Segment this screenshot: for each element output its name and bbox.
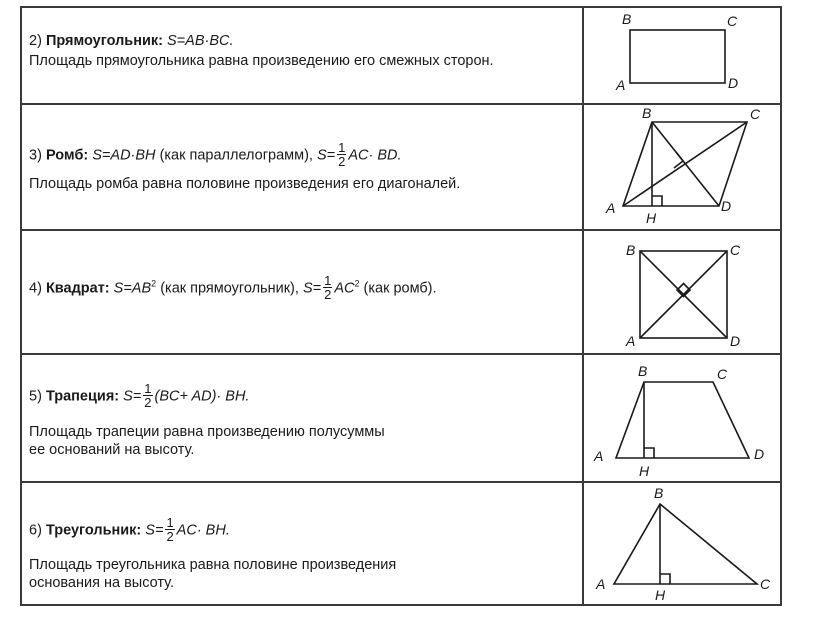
vertex-label-b: B xyxy=(622,11,632,27)
triangle-formula-line xyxy=(29,517,230,544)
rectangle-shape xyxy=(630,30,725,83)
text-cell xyxy=(22,105,584,229)
row-number: 6) xyxy=(29,522,42,539)
vertex-label-d: D xyxy=(721,198,732,214)
figure-cell xyxy=(584,355,780,481)
area-formula-right: (BC+ AD)· BH. xyxy=(154,388,250,405)
area-formula: S=AB·BC. xyxy=(167,33,234,49)
vertex-label-h: H xyxy=(639,463,650,479)
area-formula-2-right: AC· BD. xyxy=(348,147,402,164)
area-formula-2-left: S= xyxy=(316,147,336,164)
fraction-one-half: $\frac{1}{2}$ xyxy=(166,515,174,544)
shape-name: Прямоугольник: xyxy=(45,33,163,49)
vertex-label-c: C xyxy=(730,242,741,258)
vertex-label-b: B xyxy=(654,485,664,501)
triangle-description-2: основания на высоту. xyxy=(29,575,174,591)
vertex-label-d: D xyxy=(728,75,739,91)
rectangle-figure xyxy=(584,8,780,105)
fraction-one-half: $\frac{1}{2}$ xyxy=(324,273,332,302)
formula-note-1: (как прямоугольник), xyxy=(160,280,299,297)
table-row-square xyxy=(22,231,780,355)
formula-note: (как параллелограмм), xyxy=(159,147,313,164)
row-number: 5) xyxy=(29,388,42,405)
rectangle-formula-line xyxy=(29,32,234,50)
right-angle-mark xyxy=(660,574,670,584)
rectangle-description: Площадь прямоугольника равна произведению его смежных сторон. xyxy=(29,53,494,69)
vertex-label-c: C xyxy=(717,366,728,382)
triangle-figure xyxy=(584,483,780,604)
trapezoid-figure xyxy=(584,355,780,483)
rhombus-figure xyxy=(584,105,780,231)
vertex-label-b: B xyxy=(626,242,636,258)
formula-note-2: (как ромб). xyxy=(363,280,437,297)
triangle-description-1: Площадь треугольника равна половине произведения xyxy=(29,557,397,573)
area-formula-left: S= xyxy=(123,388,142,405)
area-formula-2-left: S= xyxy=(302,280,322,297)
area-formula-right: AC· BH. xyxy=(176,522,230,539)
figure-cell xyxy=(584,231,780,353)
row-number: 4) xyxy=(29,280,42,297)
shape-name: Ромб: xyxy=(45,147,89,164)
rhombus-formula-line xyxy=(29,142,402,169)
vertex-label-a: A xyxy=(596,576,606,592)
figure-cell xyxy=(584,105,780,229)
vertex-label-h: H xyxy=(646,210,657,226)
diagonal-bd xyxy=(652,122,719,206)
vertex-label-h: H xyxy=(655,587,666,603)
formulas-table xyxy=(20,6,782,606)
right-angle-mark-h xyxy=(652,196,662,206)
row-number: 2) xyxy=(29,33,42,49)
vertex-label-c: C xyxy=(727,13,738,29)
shape-name: Трапеция: xyxy=(45,388,120,405)
trapezoid-shape xyxy=(616,382,749,458)
superscript-two: 2 xyxy=(151,278,157,289)
area-formula-1: S=AB xyxy=(113,280,152,297)
text-cell xyxy=(22,231,584,353)
row-number: 3) xyxy=(29,147,42,164)
fraction-one-half: $\frac{1}{2}$ xyxy=(144,381,152,410)
area-formula-2-right: AC xyxy=(334,280,355,297)
vertex-label-a: A xyxy=(594,448,604,464)
vertex-label-c: C xyxy=(760,576,771,592)
vertex-label-b: B xyxy=(638,363,648,379)
rhombus-description: Площадь ромба равна половине произведения его диагоналей. xyxy=(29,176,461,192)
square-figure xyxy=(584,231,780,355)
figure-cell xyxy=(584,483,780,604)
trapezoid-description-2: ее оснований на высоту. xyxy=(29,442,195,458)
table-row-rectangle xyxy=(22,8,780,105)
trapezoid-formula-line xyxy=(29,383,249,410)
area-formula-left: S= xyxy=(145,522,164,539)
text-cell xyxy=(22,355,584,481)
vertex-label-c: C xyxy=(750,106,761,122)
figure-cell xyxy=(584,8,780,103)
vertex-label-d: D xyxy=(754,446,765,462)
trapezoid-description-1: Площадь трапеции равна произведению полусуммы xyxy=(29,424,385,440)
fraction-one-half: $\frac{1}{2}$ xyxy=(338,140,346,169)
superscript-two: 2 xyxy=(354,278,360,289)
vertex-label-b: B xyxy=(642,105,652,121)
shape-name: Квадрат: xyxy=(45,280,110,297)
vertex-label-a: A xyxy=(626,333,636,349)
vertex-label-a: A xyxy=(616,77,626,93)
text-cell xyxy=(22,8,584,103)
right-angle-mark xyxy=(644,448,654,458)
table-row-rhombus xyxy=(22,105,780,231)
vertex-label-a: A xyxy=(606,200,616,216)
vertex-label-d: D xyxy=(730,333,741,349)
triangle-shape xyxy=(614,504,757,584)
table-row-trapezoid xyxy=(22,355,780,483)
area-formula-1: S=AD·BH xyxy=(92,147,156,164)
square-formula-line xyxy=(29,275,437,302)
table-row-triangle xyxy=(22,483,780,604)
shape-name: Треугольник: xyxy=(45,522,142,539)
text-cell xyxy=(22,483,584,604)
